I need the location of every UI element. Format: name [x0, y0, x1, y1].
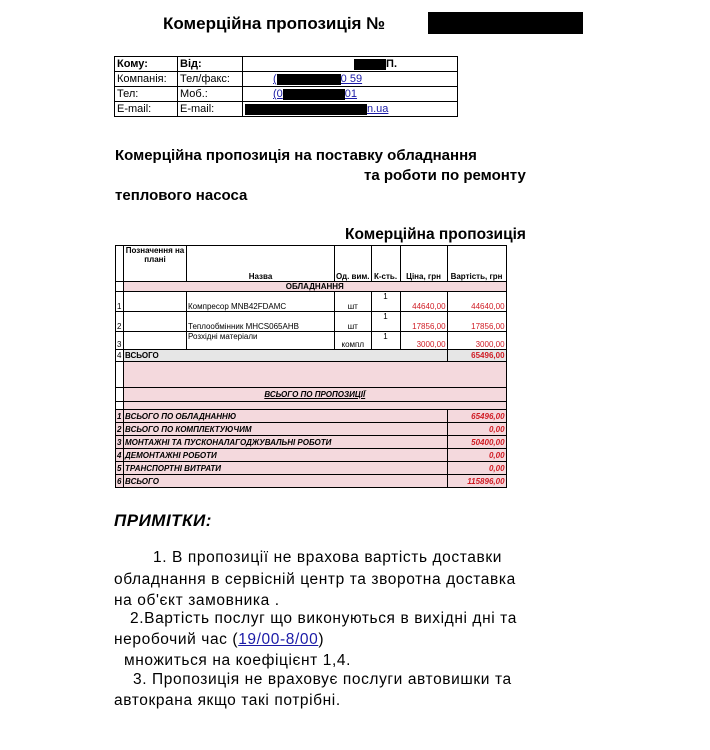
table-row: 2 Теплообмінник MHCS065AHB шт 1 17856,00 17856,00	[117, 312, 505, 331]
table-row: 1 Компресор MNB42FDAMC шт 1 44640,00 44640,00	[117, 292, 505, 311]
from-value: П.	[243, 57, 458, 72]
col-price-header: Ціна, грн	[400, 246, 447, 282]
proposal-table	[115, 245, 507, 488]
note-3-line1: 3. Пропозиція не враховує послуги автовишки та	[133, 671, 512, 688]
time-link[interactable]: 19/00-8/00	[238, 631, 319, 648]
telfax-label: Тел/факс:	[178, 72, 243, 87]
section-equipment: ОБЛАДНАННЯ	[124, 282, 507, 292]
col-num-header	[116, 246, 124, 282]
col-qty-header: К-сть.	[371, 246, 400, 282]
tel-label: Тел:	[115, 87, 178, 102]
summary-title: ВСЬОГО ПО ПРОПОЗИЦІЇ	[124, 388, 507, 402]
subtitle-line3: теплового насоса	[115, 187, 248, 204]
note-1-line3: на об'єкт замовника .	[114, 592, 280, 609]
note-1-line2: обладнання в сервісній центр та зворотна доставка	[114, 571, 516, 588]
notes-title: ПРИМІТКИ:	[114, 511, 212, 530]
note-3-line2: автокрана якщо такі потрібні.	[114, 692, 341, 709]
col-unit-header: Од. вим.	[335, 246, 372, 282]
company-label: Компанія:	[115, 72, 178, 87]
from-label: Від:	[178, 57, 243, 72]
summary-row: 2 ВСЬОГО ПО КОМПЛЕКТУЮЧИМ 0,00	[117, 424, 505, 434]
summary-row: 4 ДЕМОНТАЖНІ РОБОТИ 0,00	[117, 450, 505, 460]
email-label: E-mail:	[115, 102, 178, 117]
contact-table	[114, 56, 458, 117]
col-name-header: Назва	[187, 246, 335, 282]
document-title: Комерційна пропозиція №	[163, 14, 386, 33]
redacted-number	[428, 12, 583, 34]
to-label: Кому:	[115, 57, 178, 72]
summary-row: 3 МОНТАЖНІ ТА ПУСКОНАЛАГОДЖУВАЛЬНІ РОБОТИ 50400,00	[117, 437, 505, 447]
summary-row: 1 ВСЬОГО ПО ОБЛАДНАННЮ 65496,00	[117, 411, 505, 421]
mob-label: Моб.:	[178, 87, 243, 102]
note-2-line3: множиться на коефіцієнт 1,4.	[124, 652, 352, 669]
table-title: Комерційна пропозиція	[345, 226, 526, 243]
mob-value[interactable]: (0 01	[243, 87, 458, 102]
col-designation-header: Позначення на плані	[124, 246, 187, 282]
table-row: 3 Розхідні матеріали компл 1 3000,00 3000,00	[117, 332, 505, 349]
total-row: 4 ВСЬОГО 65496,00	[117, 351, 505, 360]
col-cost-header: Вартість, грн	[447, 246, 506, 282]
subtitle-line2: та роботи по ремонту	[364, 167, 526, 184]
email-value[interactable]: n.ua	[243, 102, 458, 117]
note-2-line1: 2.Вартість послуг що виконуються в вихідні дні та	[130, 610, 517, 627]
email-label-2: E-mail:	[178, 102, 243, 117]
telfax-value[interactable]: ( 0 59	[243, 72, 458, 87]
note-1-line1: 1. В пропозиції не врахова вартість доставки	[153, 549, 502, 566]
summary-row: 5 ТРАНСПОРТНІ ВИТРАТИ 0,00	[117, 463, 505, 473]
summary-row: 6 ВСЬОГО 115896,00	[117, 476, 505, 486]
note-2-line2: неробочий час (19/00-8/00)	[114, 631, 325, 648]
subtitle-line1: Комерційна пропозиція на поставку обладнання	[115, 147, 477, 164]
